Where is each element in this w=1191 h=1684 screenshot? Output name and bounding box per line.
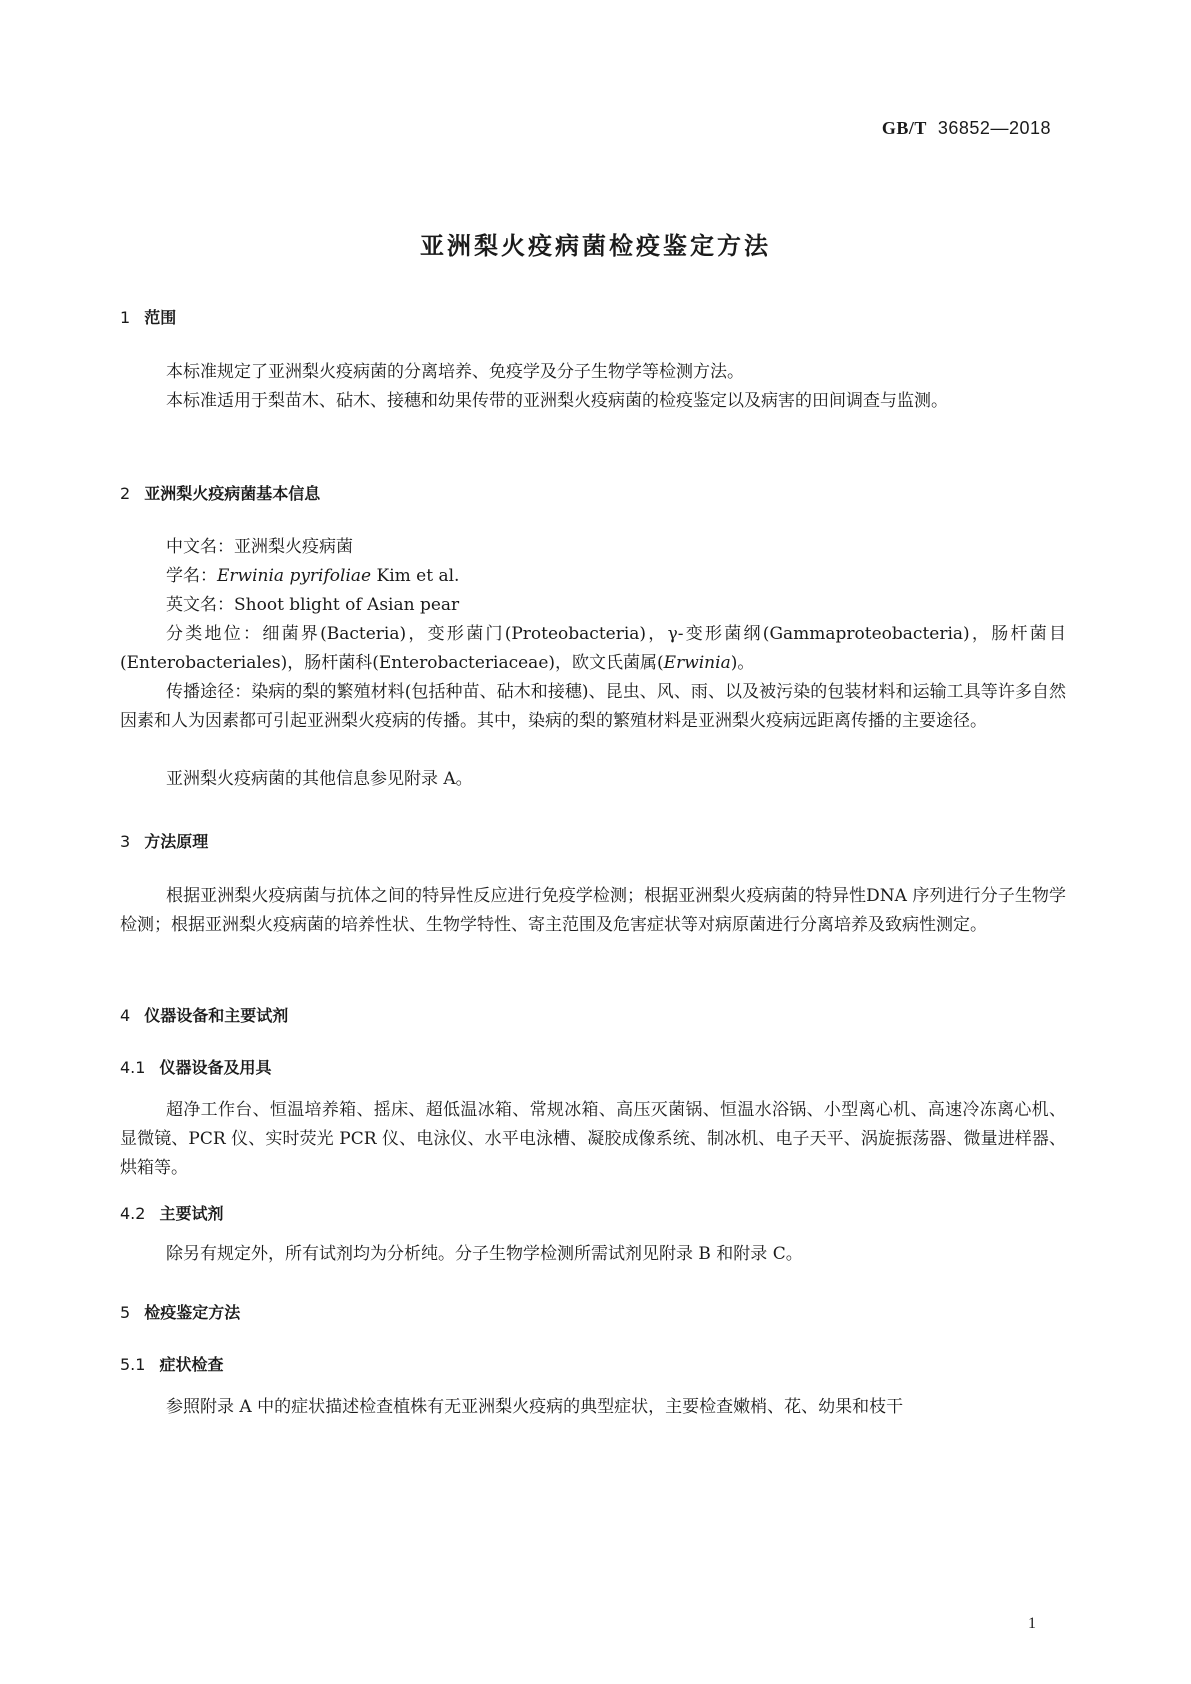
section-number: 2 xyxy=(120,484,131,503)
section-heading-4-2 xyxy=(120,1201,223,1224)
section-number: 5.1 xyxy=(120,1355,146,1374)
section-heading-3 xyxy=(120,829,208,852)
page-number: 1 xyxy=(1028,1615,1036,1632)
paragraph: 除另有规定外，所有试剂均为分析纯。分子生物学检测所需试剂见附录 B 和附录 C。 xyxy=(166,1244,803,1264)
paragraph: 参照附录 A 中的症状描述检查植株有无亚洲梨火疫病的典型症状，主要检查嫩梢、花、幼果和枝干 xyxy=(166,1397,904,1417)
section-heading-5 xyxy=(120,1300,240,1323)
section-title: 仪器设备及用具 xyxy=(159,1058,272,1077)
scientific-name: Erwinia pyrifoliae xyxy=(217,566,372,586)
paragraph-classification xyxy=(120,620,1066,678)
label: 学名： xyxy=(166,566,217,586)
section-heading-2 xyxy=(120,481,320,504)
section-number: 4.2 xyxy=(120,1204,146,1223)
author: Kim et al. xyxy=(371,566,460,586)
standard-code xyxy=(882,118,1051,139)
section-heading-5-1 xyxy=(120,1352,223,1375)
section-number: 5 xyxy=(120,1303,131,1322)
section-heading-4-1 xyxy=(120,1055,271,1078)
paragraph-english-name: 英文名：Shoot blight of Asian pear xyxy=(166,595,460,615)
paragraph-transmission: 传播途径：染病的梨的繁殖材料(包括种苗、砧木和接穗)、昆虫、风、雨、以及被污染的包装材料和运输工具等许多自然因素和人为因素都可引起亚洲梨火疫病的传播。其中，染病的梨的繁殖材料是亚洲梨火疫病远距离传播的主要途径。 xyxy=(120,682,1066,731)
paragraph: 本标准适用于梨苗木、砧木、接穗和幼果传带的亚洲梨火疫病菌的检疫鉴定以及病害的田间调查与监测。 xyxy=(166,391,948,411)
section-title: 主要试剂 xyxy=(159,1204,224,1223)
section-title: 检疫鉴定方法 xyxy=(144,1303,241,1322)
section-title: 方法原理 xyxy=(144,832,209,851)
section-number: 1 xyxy=(120,308,131,327)
section-heading-1 xyxy=(120,305,176,328)
standard-prefix: GB/T xyxy=(881,118,927,138)
section-number: 4 xyxy=(120,1006,131,1025)
paragraph-chinese-name: 中文名：亚洲梨火疫病菌 xyxy=(166,537,353,557)
classification-text: 分类地位：细菌界(Bacteria)，变形菌门(Proteobacteria)，γ-变形菌纲(Gammaproteobacteria)，肠杆菌目(Enterobacteriales)，肠杆菌科(Enterobacteriaceae)，欧文氏菌属( xyxy=(120,624,1066,673)
paragraph-other-info: 亚洲梨火疫病菌的其他信息参见附录 A。 xyxy=(166,769,473,789)
standard-number: 36852—2018 xyxy=(937,118,1051,138)
section-number: 4.1 xyxy=(120,1058,146,1077)
genus-name: Erwinia xyxy=(663,653,731,673)
document-title: 亚洲梨火疫病菌检疫鉴定方法 xyxy=(420,232,771,260)
paragraph: 本标准规定了亚洲梨火疫病菌的分离培养、免疫学及分子生物学等检测方法。 xyxy=(166,362,744,382)
section-title: 亚洲梨火疫病菌基本信息 xyxy=(144,484,321,503)
paragraph-scientific-name xyxy=(120,562,1066,591)
section-title: 仪器设备和主要试剂 xyxy=(144,1006,289,1025)
section-number: 3 xyxy=(120,832,131,851)
suffix: )。 xyxy=(730,653,755,673)
section-title: 范围 xyxy=(144,308,177,327)
paragraph: 超净工作台、恒温培养箱、摇床、超低温冰箱、常规冰箱、高压灭菌锅、恒温水浴锅、小型离心机、高速冷冻离心机、显微镜、PCR 仪、实时荧光 PCR 仪、电泳仪、水平电泳槽、凝胶成像系统、制冰机、电子天平、涡旋振荡器、微量进样器、烘箱等。 xyxy=(120,1100,1066,1178)
paragraph: 根据亚洲梨火疫病菌与抗体之间的特异性反应进行免疫学检测；根据亚洲梨火疫病菌的特异性DNA 序列进行分子生物学检测；根据亚洲梨火疫病菌的培养性状、生物学特性、寄主范围及危害症状等对病原菌进行分离培养及致病性测定。 xyxy=(120,886,1066,935)
section-heading-4 xyxy=(120,1003,288,1026)
section-title: 症状检查 xyxy=(159,1355,224,1374)
